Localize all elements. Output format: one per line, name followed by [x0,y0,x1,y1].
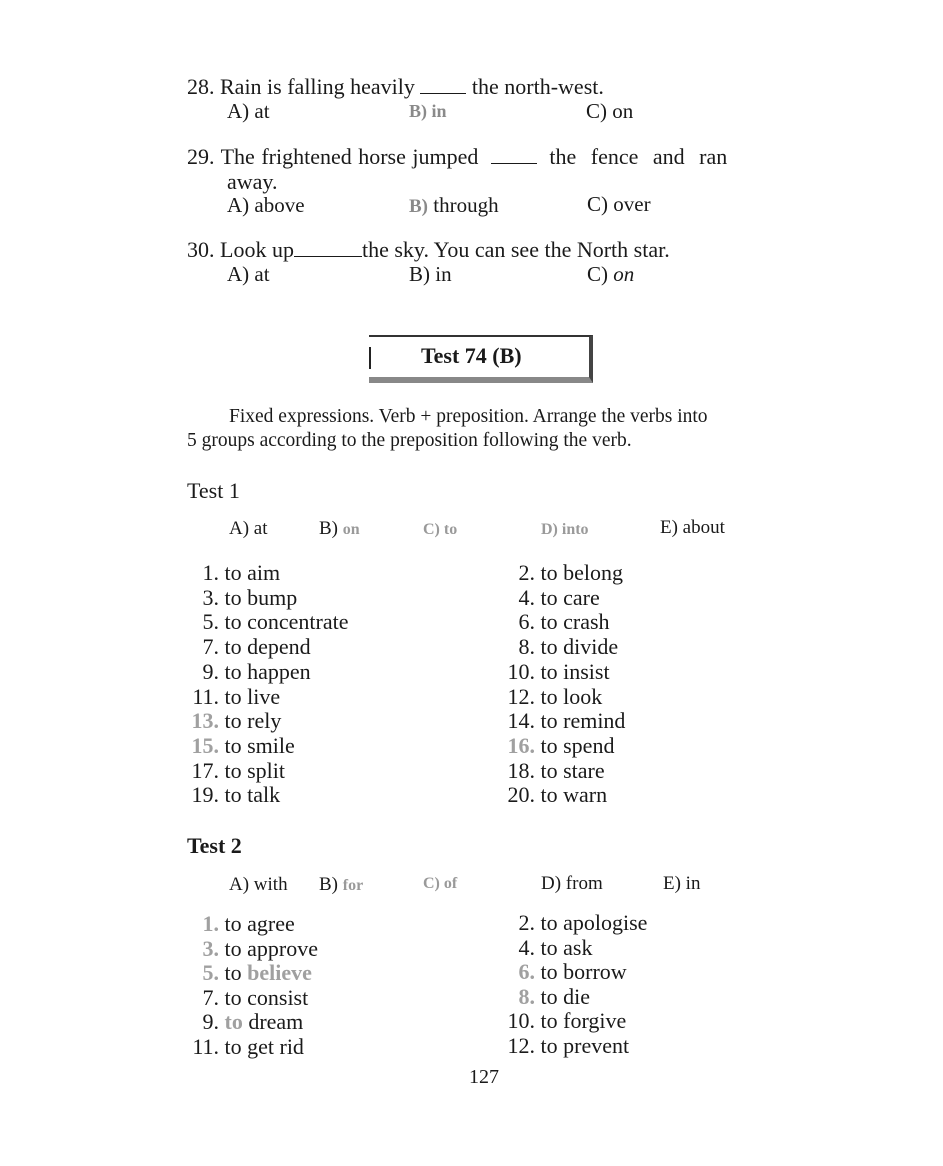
item-number: 16. [507,732,535,758]
list-item [187,560,280,586]
list-item [497,585,600,611]
item-word: to talk [224,782,281,808]
question-28 [187,73,604,100]
question-number: 30. [187,236,215,262]
item-word: dream [248,1009,304,1035]
page-number: 127 [469,1066,499,1088]
test1-option-d: D) into [541,521,589,538]
answer-blank [491,143,537,164]
question-29 [187,143,727,170]
list-item [187,1034,304,1060]
item-number: 1. [202,560,219,585]
option-a: A) at [227,99,270,123]
item-word: to happen [224,658,311,684]
item-word: to look [540,683,603,709]
item-number: 10. [507,658,535,684]
item-number: 5. [202,609,219,635]
item-word: to get rid [224,1034,304,1059]
item-word: to stare [540,757,605,783]
question-text-line2: away. [227,169,278,194]
option-c-word: on [613,262,635,286]
item-number: 9. [202,1009,219,1035]
question-text-after: the north-west. [471,73,604,99]
test1-option-a: A) at [229,518,268,539]
item-number: 20. [507,782,535,808]
list-item [497,684,602,710]
list-item [187,782,280,808]
item-number: 10. [507,1008,535,1034]
item-number: 7. [202,984,219,1010]
list-item [497,659,610,685]
item-word: to crash [540,609,610,635]
item-word: to bump [224,584,298,610]
instructions-line2: 5 groups according to the preposition following the verb. [187,430,632,451]
list-item [497,733,614,759]
item-number: 19. [191,782,219,808]
question-text: The frightened horse jumped [220,143,479,169]
list-item [187,684,280,710]
item-word: to care [540,584,600,610]
item-word: to smile [224,732,295,758]
item-number: 11. [192,1034,219,1059]
item-word: to belong [540,560,623,585]
list-item [187,1009,303,1035]
question-30 [187,236,670,263]
test-title: Test 74 (B) [421,343,522,368]
test2-option-b [319,874,363,896]
list-item [187,585,297,611]
option-c: C) on [586,99,634,123]
item-number: 7. [202,634,219,660]
test2-option-d: D) from [541,873,603,894]
item-word: to insist [540,658,610,684]
list-item [497,708,625,734]
item-word: to remind [540,708,626,734]
item-number: 11. [192,683,219,709]
item-word: to aim [224,560,281,585]
item-number: 15. [191,732,219,758]
item-number: 5. [202,960,219,986]
question-number: 29. [187,143,215,169]
item-number: 17. [191,757,219,783]
item-number: 4. [518,584,535,610]
item-number: 18. [507,757,535,783]
item-number: 1. [202,911,219,936]
item-word: to spend [540,732,615,758]
item-word: to divide [540,634,619,660]
item-prefix: to [224,1009,243,1035]
item-number: 8. [518,634,535,660]
option-b: B) in [409,101,447,121]
item-word: to agree [224,911,295,936]
question-text: Rain is falling heavily [220,73,415,99]
item-number: 2. [518,560,535,585]
test2-option-e: E) in [663,873,701,894]
list-item [187,659,311,685]
option-a: A) above [227,193,305,217]
test2-option-c: C) of [423,875,458,892]
option-b: B) in [409,262,452,286]
item-number: 13. [191,708,219,734]
answer-blank [294,236,362,257]
item-word: to ask [540,934,593,960]
item-word: to forgive [540,1008,627,1034]
box-divider [369,347,371,369]
list-item [187,758,285,784]
question-number: 28. [187,73,215,99]
item-number: 12. [507,683,535,709]
test1-heading: Test 1 [187,478,240,503]
item-word: to live [224,683,281,709]
list-item [187,733,295,759]
item-number: 12. [507,1033,535,1058]
item-prefix: to [224,960,242,986]
list-item [497,634,618,660]
option-b-letter: B) [319,874,338,895]
item-number: 4. [518,934,535,960]
item-number: 3. [202,584,219,610]
list-item [187,985,308,1011]
list-item [187,960,312,986]
option-c [587,262,634,287]
question-text-after: the fence and ran [549,143,728,169]
item-word: to rely [224,708,282,734]
item-word: to warn [540,782,608,808]
test2-heading: Test 2 [187,833,242,858]
option-b-word: on [342,521,360,538]
option-b-letter: B) [319,518,338,539]
list-item [187,936,318,962]
list-item [497,1008,626,1034]
list-item [497,758,605,784]
option-b-letter: B) [409,196,428,217]
option-b-word: for [342,877,364,894]
item-number: 6. [518,959,535,985]
item-number: 2. [518,910,535,935]
test1-option-c: C) to [423,521,458,538]
list-item [497,984,590,1010]
item-word: to prevent [540,1033,630,1058]
item-number: 8. [518,983,535,1009]
item-word: to approve [224,935,318,961]
item-word: to die [540,983,590,1009]
item-word: to split [224,757,286,783]
item-number: 9. [202,658,219,684]
list-item [187,911,295,937]
test2-option-a: A) with [229,874,288,895]
item-word: to apologise [540,910,648,935]
option-b-word: through [433,193,499,217]
item-word: to concentrate [224,609,349,635]
test-title-box [369,335,593,383]
list-item [497,935,592,961]
item-number: 3. [202,935,219,961]
option-a: A) at [227,262,270,286]
test1-option-b [319,518,360,540]
item-word: believe [247,960,312,986]
list-item [497,609,610,635]
instructions-line1: Fixed expressions. Verb + preposition. Arrange the verbs into [229,406,708,427]
list-item [497,1033,629,1059]
test1-option-e: E) about [660,517,725,538]
list-item [187,634,311,660]
item-word: to depend [224,634,311,660]
list-item [187,708,281,734]
question-text-after: the sky. You can see the North star. [361,236,670,262]
option-c: C) over [587,192,651,216]
item-number: 6. [518,609,535,635]
list-item [497,910,647,936]
list-item [187,609,349,635]
question-text: Look up [220,236,294,262]
option-b [409,193,499,218]
answer-blank [420,73,466,94]
list-item [497,959,627,985]
list-item [497,782,607,808]
list-item [497,560,623,586]
option-c-letter: C) [587,262,608,286]
item-word: to borrow [540,959,627,985]
item-number: 14. [507,708,535,734]
item-word: to consist [224,984,309,1010]
